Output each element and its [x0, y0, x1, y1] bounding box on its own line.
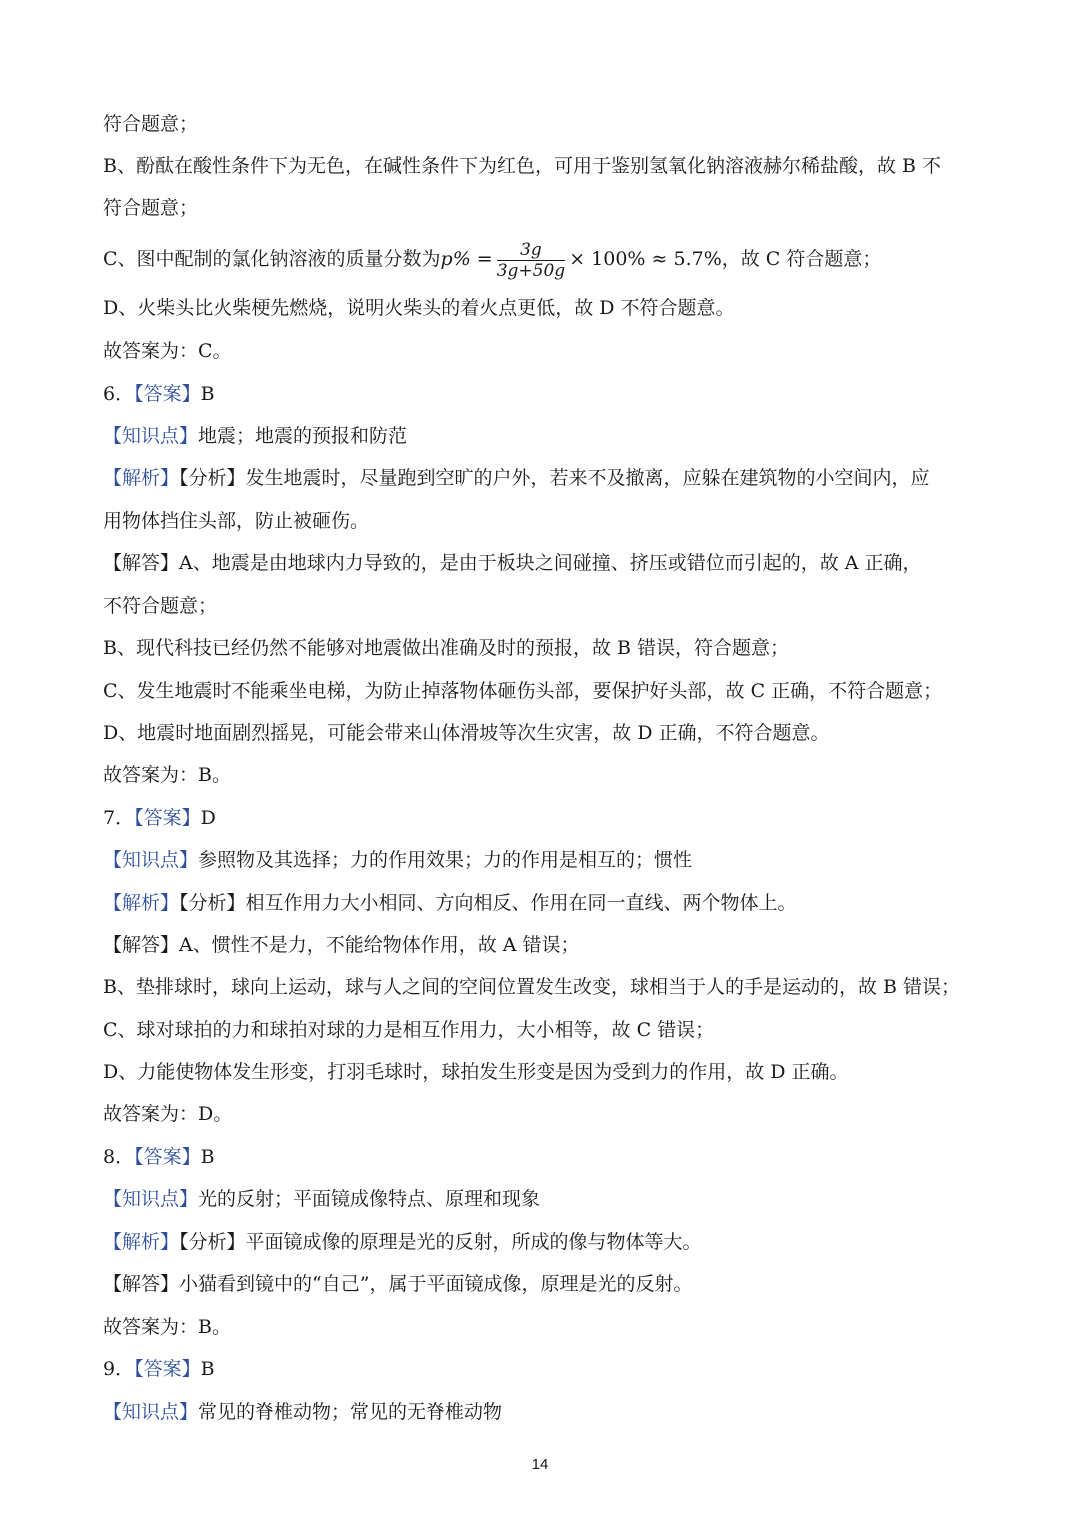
q7-answer-line	[103, 804, 983, 832]
analysis-tag: 【解析】	[103, 892, 180, 914]
knowledge-tag: 【知识点】	[103, 849, 199, 871]
q8-answer-line	[103, 1143, 983, 1171]
q9-answer-line	[103, 1355, 983, 1383]
q6-solution-c: C、发生地震时不能乘坐电梯，为防止掉落物体砸伤头部，要保护好头部，故 C 正确，不符合题意；	[103, 680, 943, 702]
q7-knowledge-line: 【知识点】参照物及其选择；力的作用效果；力的作用是相互的；惯性	[103, 849, 693, 871]
q6-solution-d: D、地震时地面剧烈摇晃，可能会带来山体滑坡等次生灾害，故 D 正确，不符合题意。	[103, 722, 830, 744]
q7-solution-b: B、垫排球时，球向上运动，球与人之间的空间位置发生改变，球相当于人的手是运动的，故 B 错误；	[103, 976, 961, 998]
question-number: 7．	[103, 807, 135, 829]
solution-tag: 【解答】	[103, 552, 180, 574]
q6-conclusion: 故答案为：B。	[103, 764, 231, 786]
q5-conclusion: 故答案为：C。	[103, 340, 232, 362]
question-number: 6．	[103, 383, 135, 405]
q6-analysis-line-1: 【解析】【分析】发生地震时，尽量跑到空旷的户外，若来不及撤离，应躲在建筑物的小空间内，应	[103, 467, 930, 489]
answer-tag: 【答案】	[134, 383, 201, 405]
analysis-subtag: 【分析】	[179, 892, 246, 914]
answer-tag: 【答案】	[134, 1358, 201, 1380]
knowledge-tag: 【知识点】	[103, 425, 199, 447]
fraction-numerator: 3g	[497, 241, 565, 261]
q7-solution-d: D、力能使物体发生形变，打羽毛球时，球拍发生形变是因为受到力的作用，故 D 正确。	[103, 1061, 849, 1083]
solution-tag: 【解答】	[103, 934, 180, 956]
q6-solution-b: B、现代科技已经仍然不能够对地震做出准确及时的预报，故 B 错误，符合题意；	[103, 637, 790, 659]
q7-conclusion: 故答案为：D。	[103, 1103, 233, 1125]
q8-analysis-line: 【解析】【分析】平面镜成像的原理是光的反射，所成的像与物体等大。	[103, 1231, 702, 1253]
formula-lhs: p% =	[440, 248, 493, 270]
answer-tag: 【答案】	[134, 807, 201, 829]
answer-value: B	[200, 383, 215, 405]
q6-solution-a2: 不符合题意；	[103, 595, 218, 617]
question-number: 8．	[103, 1146, 135, 1168]
q5-line-c: C、图中配制的氯化钠溶液的质量分数为p% = $\frac{3g}{3g+50g}$ × 100% ≈ 5.7%，故 C 符合题意；	[103, 239, 882, 281]
answer-value: D	[200, 807, 216, 829]
answer-value: B	[200, 1146, 215, 1168]
question-number: 9．	[103, 1358, 135, 1380]
answer-value: B	[200, 1358, 215, 1380]
q9-knowledge-line: 【知识点】常见的脊椎动物；常见的无脊椎动物	[103, 1401, 503, 1423]
q7-solution-c: C、球对球拍的力和球拍对球的力是相互作用力，大小相等，故 C 错误；	[103, 1019, 715, 1041]
knowledge-tag: 【知识点】	[103, 1188, 199, 1210]
q7-analysis-line: 【解析】【分析】相互作用力大小相同、方向相反、作用在同一直线、两个物体上。	[103, 892, 797, 914]
q6-solution-a1: 【解答】A、地震是由地球内力导致的，是由于板块之间碰撞、挤压或错位而引起的，故 A 正确，	[103, 552, 922, 574]
q5-line-b2: 符合题意；	[103, 197, 199, 219]
q6-analysis-line-2: 用物体挡住头部，防止被砸伤。	[103, 510, 370, 532]
q5-line-a-tail: 符合题意；	[103, 113, 199, 135]
q8-knowledge-line: 【知识点】光的反射；平面镜成像特点、原理和现象	[103, 1188, 541, 1210]
fraction-denominator: 3g+50g	[496, 260, 566, 281]
fraction	[497, 241, 565, 280]
solution-tag: 【解答】	[103, 1273, 180, 1295]
analysis-subtag: 【分析】	[179, 467, 246, 489]
analysis-tag: 【解析】	[103, 1231, 180, 1253]
answer-tag: 【答案】	[134, 1146, 201, 1168]
q7-solution-a: 【解答】A、惯性不是力，不能给物体作用，故 A 错误；	[103, 934, 580, 956]
analysis-tag: 【解析】	[103, 467, 180, 489]
knowledge-tag: 【知识点】	[103, 1401, 199, 1423]
analysis-subtag: 【分析】	[179, 1231, 246, 1253]
q5-line-b1: B、酚酞在酸性条件下为无色，在碱性条件下为红色，可用于鉴别氢氧化钠溶液赫尔稀盐酸，故 B 不	[103, 155, 942, 177]
q8-solution: 【解答】小猫看到镜中的“自己”，属于平面镜成像，原理是光的反射。	[103, 1273, 693, 1295]
q6-answer-line	[103, 380, 983, 408]
q6-knowledge-line: 【知识点】地震；地震的预报和防范	[103, 425, 408, 447]
page-number: 14	[531, 1456, 549, 1473]
q8-conclusion: 故答案为：B。	[103, 1316, 231, 1338]
q5-line-d: D、火柴头比火柴梗先燃烧，说明火柴头的着火点更低，故 D 不符合题意。	[103, 297, 735, 319]
